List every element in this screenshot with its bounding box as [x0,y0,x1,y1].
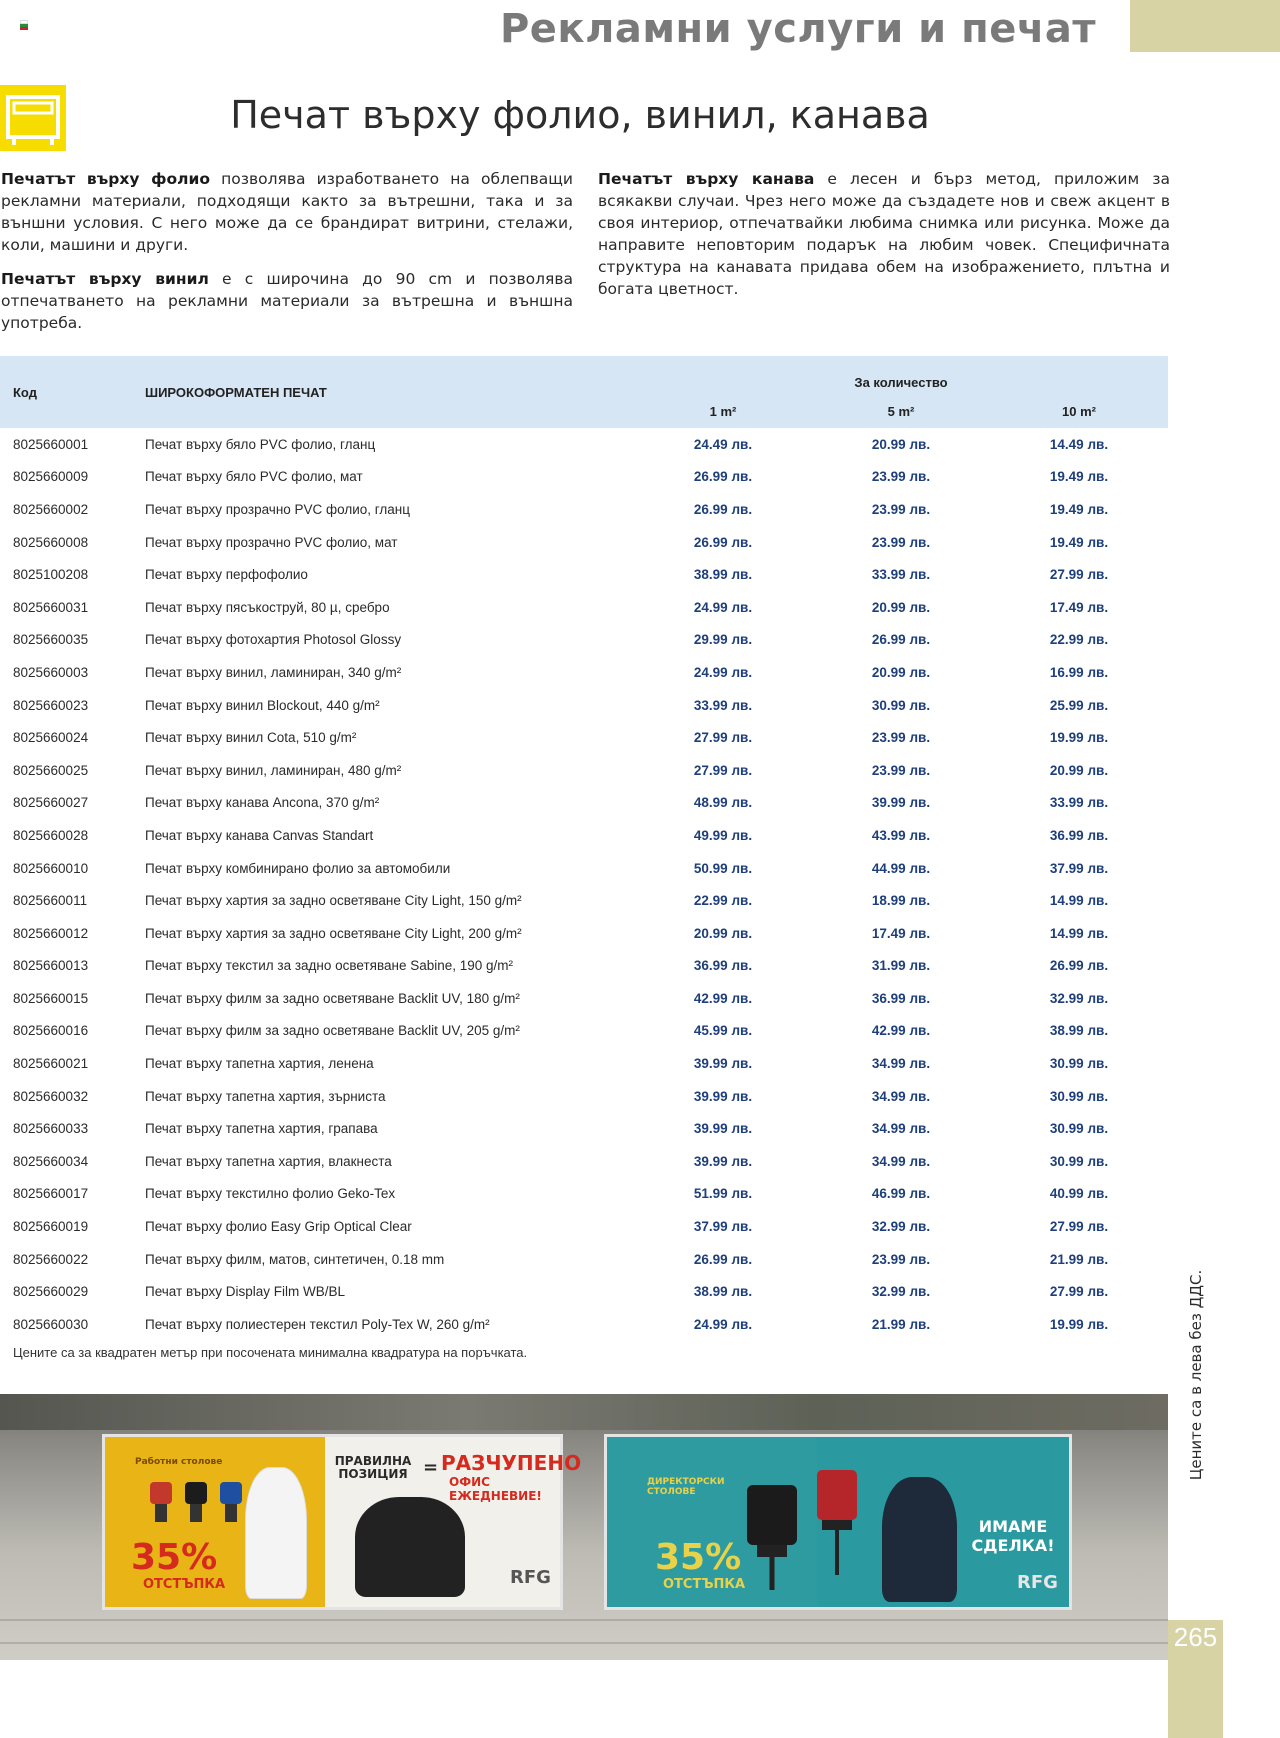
product-name: Печат върху текстилно фолио Geko-Tex [145,1186,396,1202]
product-code: 8025660017 [13,1186,89,1202]
table-row [0,1243,1168,1276]
price-5m2: 26.99 лв. [871,632,931,648]
price-1m2: 24.99 лв. [693,664,753,680]
product-name: Печат върху канава Ancona, 370 g/m² [145,795,380,811]
photo-trees-background [0,1394,1168,1430]
intro-left-column [1,168,573,346]
person-left-2 [355,1497,465,1597]
price-10m2: 22.99 лв. [1049,632,1109,648]
billboard-left-logo: RFG [510,1567,551,1588]
product-code: 8025660021 [13,1056,89,1072]
price-5m2: 36.99 лв. [871,990,931,1006]
header-tab [1130,0,1280,52]
product-code: 8025660011 [13,893,88,909]
section-title: Рекламни услуги и печат [499,6,1096,52]
price-1m2: 39.99 лв. [693,1121,753,1137]
product-code: 8025660029 [13,1284,89,1300]
table-row [0,917,1168,950]
product-name: Печат върху текстил за задно осветяване Sabine, 190 g/m² [145,958,514,974]
price-10m2: 19.49 лв. [1049,469,1109,485]
price-5m2: 20.99 лв. [871,599,931,615]
intro-right-column [598,168,1170,312]
product-name: Печат върху тапетна хартия, ленена [145,1056,374,1072]
product-code: 8025660031 [13,599,89,615]
table-row [0,1210,1168,1243]
product-code: 8025660023 [13,697,89,713]
price-5m2: 23.99 лв. [871,1251,931,1267]
price-5m2: 18.99 лв. [871,893,931,909]
table-row [0,787,1168,820]
table-row [0,428,1168,461]
price-1m2: 38.99 лв. [693,1284,753,1300]
table-row [0,1178,1168,1211]
table-row [0,493,1168,526]
product-code: 8025660025 [13,762,89,778]
product-code: 8025660001 [13,436,89,452]
table-header-row [0,356,1168,394]
product-code: 8025660008 [13,534,89,550]
product-name: Печат върху Display Film WB/BL [145,1284,345,1300]
product-name: Печат върху хартия за задно осветяване City Light, 150 g/m² [145,893,522,909]
price-5m2: 34.99 лв. [871,1056,931,1072]
billboard-left-discount: ОТСТЪПКА [143,1577,226,1592]
price-1m2: 27.99 лв. [693,762,753,778]
table-row [0,819,1168,852]
price-5m2: 30.99 лв. [871,697,931,713]
product-name: Печат върху винил Blockout, 440 g/m² [145,697,380,713]
price-1m2: 26.99 лв. [693,534,753,550]
product-name: Печат върху канава Canvas Standart [145,827,374,843]
price-10m2: 14.49 лв. [1049,436,1109,452]
product-name: Печат върху тапетна хартия, зърниста [145,1088,386,1104]
price-5m2: 23.99 лв. [871,469,931,485]
billboard-left-slogan-3: ОФИС ЕЖЕДНЕВИЕ! [449,1475,542,1503]
product-name: Печат върху пясъкоструй, 80 µ, сребро [145,599,390,615]
column-header-5m2: 5 m² [812,394,990,428]
price-10m2: 14.99 лв. [1049,893,1109,909]
product-name: Печат върху бяло PVC фолио, гланц [145,436,376,452]
product-name: Печат върху винил, ламиниран, 340 g/m² [145,664,402,680]
table-row [0,526,1168,559]
table-row [0,884,1168,917]
product-name: Печат върху хартия за задно осветяване City Light, 200 g/m² [145,925,522,941]
price-10m2: 19.99 лв. [1049,730,1109,746]
product-code: 8025660016 [13,1023,89,1039]
product-code: 8025660009 [13,469,89,485]
intro-vinyl-text: е с широчина до 90 cm и позволява отпечатването на рекламни материали за вътрешна и външна употреба. [1,270,573,332]
intro-foil-paragraph [1,168,573,256]
intro-canvas-text: е лесен и бърз метод, приложим за всякакви случаи. Чрез него може да създадете нов и свеж акцент в своя интериор, отпечатвайки любима снимка или рисунка. Може да направите неповторим подарък на любим човек. Специфичната структура на канавата придава обем на изображението, плътна и богата цветност. [598,170,1170,298]
price-5m2: 20.99 лв. [871,436,931,452]
product-code: 8025660003 [13,664,89,680]
price-10m2: 38.99 лв. [1049,1023,1109,1039]
price-1m2: 22.99 лв. [693,893,753,909]
product-code: 8025660022 [13,1251,89,1267]
price-1m2: 24.49 лв. [693,436,753,452]
product-code: 8025660033 [13,1121,89,1137]
price-1m2: 29.99 лв. [693,632,753,648]
product-name: Печат върху филм, матов, синтетичен, 0.18 mm [145,1251,445,1267]
table-row [0,558,1168,591]
price-1m2: 37.99 лв. [693,1219,753,1235]
product-code: 8025660013 [13,958,89,974]
price-10m2: 26.99 лв. [1049,958,1109,974]
person-left-1 [245,1467,307,1599]
intro-vinyl-lead: Печатът върху винил [1,270,209,288]
price-5m2: 39.99 лв. [871,795,931,811]
table-row [0,591,1168,624]
price-10m2: 25.99 лв. [1049,697,1109,713]
price-1m2: 26.99 лв. [693,469,753,485]
billboard-right-percent: 35% [655,1537,742,1578]
large-format-printer-icon [0,85,66,151]
billboard-right-slogan: ИМАМЕ СДЕЛКА! [971,1517,1055,1555]
column-header-10m2: 10 m² [990,394,1168,428]
billboard-left-slogan-2: РАЗЧУПЕНО [441,1451,582,1475]
price-1m2: 48.99 лв. [693,795,753,811]
price-1m2: 38.99 лв. [693,567,753,583]
price-5m2: 34.99 лв. [871,1153,931,1169]
price-1m2: 33.99 лв. [693,697,753,713]
table-row [0,721,1168,754]
price-10m2: 27.99 лв. [1049,1219,1109,1235]
table-row [0,624,1168,657]
product-code: 8025660030 [13,1316,89,1332]
product-code: 8025100208 [13,567,89,583]
product-name: Печат върху филм за задно осветяване Backlit UV, 205 g/m² [145,1023,520,1039]
price-10m2: 30.99 лв. [1049,1121,1109,1137]
price-table [0,356,1168,1341]
price-10m2: 20.99 лв. [1049,762,1109,778]
table-row [0,1015,1168,1048]
product-name: Печат върху прозрачно PVC фолио, гланц [145,501,410,517]
price-5m2: 20.99 лв. [871,664,931,680]
billboard-right [604,1434,1072,1610]
price-10m2: 27.99 лв. [1049,567,1109,583]
price-5m2: 21.99 лв. [871,1316,931,1332]
product-name: Печат върху фотохартия Photosol Glossy [145,632,402,648]
price-5m2: 32.99 лв. [871,1219,931,1235]
price-1m2: 24.99 лв. [693,599,753,615]
person-right [882,1477,957,1602]
price-10m2: 33.99 лв. [1049,795,1109,811]
price-1m2: 49.99 лв. [693,827,753,843]
table-row [0,1080,1168,1113]
column-header-code: Код [0,356,132,428]
price-5m2: 31.99 лв. [871,958,931,974]
price-1m2: 42.99 лв. [693,990,753,1006]
product-name: Печат върху полиестерен текстил Poly-Tex W, 260 g/m² [145,1316,490,1332]
price-1m2: 50.99 лв. [693,860,753,876]
product-code: 8025660024 [13,730,89,746]
price-10m2: 19.49 лв. [1049,501,1109,517]
table-row [0,1145,1168,1178]
price-5m2: 34.99 лв. [871,1088,931,1104]
table-row [0,656,1168,689]
price-5m2: 17.49 лв. [871,925,931,941]
product-code: 8025660012 [13,925,89,941]
product-code: 8025660019 [13,1219,89,1235]
price-10m2: 30.99 лв. [1049,1056,1109,1072]
price-10m2: 30.99 лв. [1049,1088,1109,1104]
page-number: 265 [1173,1622,1218,1652]
product-code: 8025660010 [13,860,89,876]
product-name: Печат върху тапетна хартия, влакнеста [145,1153,392,1169]
table-footnote: Цените са за квадратен метър при посочената минимална квадратура на поръчката. [13,1345,528,1360]
price-5m2: 34.99 лв. [871,1121,931,1137]
billboard-left-percent: 35% [131,1537,218,1578]
price-1m2: 36.99 лв. [693,958,753,974]
price-1m2: 27.99 лв. [693,730,753,746]
price-1m2: 39.99 лв. [693,1088,753,1104]
billboard-right-logo: RFG [1017,1572,1058,1593]
billboard-left-small-text: Работни столове [135,1457,223,1467]
price-10m2: 37.99 лв. [1049,860,1109,876]
column-header-name: ШИРОКОФОРМАТЕН ПЕЧАТ [132,356,634,428]
billboard-left [102,1434,582,1610]
product-name: Печат върху винил Cota, 510 g/m² [145,730,357,746]
price-5m2: 44.99 лв. [871,860,931,876]
price-10m2: 36.99 лв. [1049,827,1109,843]
price-5m2: 23.99 лв. [871,501,931,517]
table-row [0,852,1168,885]
intro-canvas-lead: Печатът върху канава [598,170,815,188]
price-1m2: 39.99 лв. [693,1153,753,1169]
price-5m2: 46.99 лв. [871,1186,931,1202]
product-name: Печат върху бяло PVC фолио, мат [145,469,363,485]
price-1m2: 20.99 лв. [693,925,753,941]
billboard-left-slogan-1: ПРАВИЛНА ПОЗИЦИЯ [334,1454,412,1481]
price-10m2: 17.49 лв. [1049,599,1109,615]
product-name: Печат върху филм за задно осветяване Backlit UV, 180 g/m² [145,990,520,1006]
price-10m2: 27.99 лв. [1049,1284,1109,1300]
table-row [0,1112,1168,1145]
intro-canvas-paragraph [598,168,1170,300]
price-10m2: 40.99 лв. [1049,1186,1109,1202]
price-10m2: 16.99 лв. [1049,664,1109,680]
price-5m2: 23.99 лв. [871,730,931,746]
product-code: 8025660028 [13,827,89,843]
price-5m2: 43.99 лв. [871,827,931,843]
price-10m2: 14.99 лв. [1049,925,1109,941]
table-row [0,1275,1168,1308]
price-10m2: 32.99 лв. [1049,990,1109,1006]
column-header-1m2: 1 m² [634,394,812,428]
price-1m2: 51.99 лв. [693,1186,753,1202]
billboard-right-discount: ОТСТЪПКА [663,1577,746,1592]
vat-note: Цените са в лева без ДДС. [1187,1269,1205,1481]
product-code: 8025660032 [13,1088,89,1104]
table-row [0,754,1168,787]
price-1m2: 39.99 лв. [693,1056,753,1072]
table-row [0,1047,1168,1080]
price-10m2: 19.49 лв. [1049,534,1109,550]
product-name: Печат върху фолио Easy Grip Optical Clear [145,1219,412,1235]
price-10m2: 19.99 лв. [1049,1316,1109,1332]
product-name: Печат върху комбинирано фолио за автомобили [145,860,451,876]
table-row [0,689,1168,722]
price-10m2: 21.99 лв. [1049,1251,1109,1267]
language-flag-icon[interactable] [20,20,28,29]
price-5m2: 42.99 лв. [871,1023,931,1039]
table-row [0,1308,1168,1341]
column-header-quantity: За количество [634,356,1168,394]
billboard-left-equals: = [423,1457,439,1478]
price-1m2: 45.99 лв. [693,1023,753,1039]
product-code: 8025660002 [13,501,89,517]
product-code: 8025660035 [13,632,89,648]
table-row [0,461,1168,494]
page-title: Печат върху фолио, винил, канава [230,93,930,137]
intro-vinyl-paragraph [1,268,573,334]
product-code: 8025660034 [13,1153,89,1169]
product-name: Печат върху тапетна хартия, грапава [145,1121,378,1137]
billboard-photo [0,1394,1168,1660]
price-1m2: 26.99 лв. [693,1251,753,1267]
table-row [0,982,1168,1015]
price-10m2: 30.99 лв. [1049,1153,1109,1169]
price-5m2: 23.99 лв. [871,534,931,550]
product-name: Печат върху перфофолио [145,567,308,583]
product-code: 8025660027 [13,795,89,811]
price-5m2: 33.99 лв. [871,567,931,583]
product-name: Печат върху прозрачно PVC фолио, мат [145,534,398,550]
table-body [0,428,1168,1341]
billboard-right-small-text: ДИРЕКТОРСКИ СТОЛОВЕ [647,1477,725,1497]
product-code: 8025660015 [13,990,89,1006]
table-row [0,950,1168,983]
price-1m2: 24.99 лв. [693,1316,753,1332]
intro-foil-text: позволява изработването на облепващи рекламни материали, подходящи както за вътрешни, така и за външни условия. С него може да се брандират витрини, стелажи, коли, машини и други. [1,170,573,254]
price-5m2: 32.99 лв. [871,1284,931,1300]
price-5m2: 23.99 лв. [871,762,931,778]
intro-foil-lead: Печатът върху фолио [1,170,210,188]
price-1m2: 26.99 лв. [693,501,753,517]
executive-chairs-illustration [737,1465,877,1605]
product-name: Печат върху винил, ламиниран, 480 g/m² [145,762,402,778]
